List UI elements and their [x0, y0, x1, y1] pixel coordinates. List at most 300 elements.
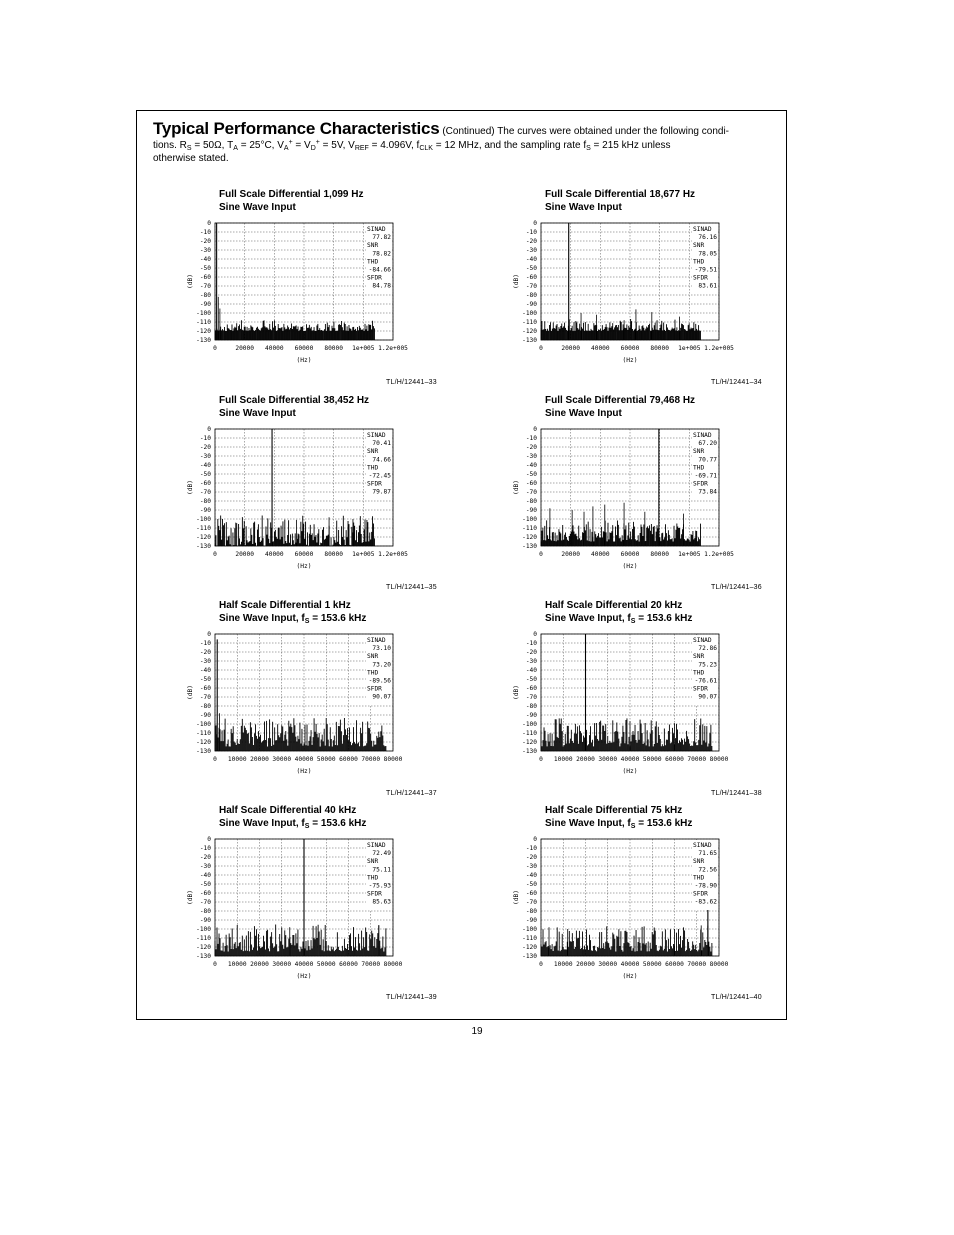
figure-ref: TL/H/12441–35	[386, 584, 437, 591]
legend-metric-value: -76.61	[694, 677, 717, 685]
legend-metric-value: -69.71	[694, 472, 717, 480]
x-axis-label: (Hz)	[622, 973, 638, 980]
x-axis-label: (Hz)	[296, 973, 312, 980]
x-tick-label: 50000	[642, 961, 662, 968]
chart-cell-4	[513, 394, 775, 594]
y-tick-label: -70	[525, 283, 537, 291]
x-tick-label: 60000	[339, 756, 358, 763]
x-tick-label: 40000	[265, 551, 284, 558]
y-tick-label: -80	[525, 908, 537, 916]
y-tick-label: -70	[199, 489, 211, 497]
y-tick-label: -130	[522, 953, 537, 961]
y-tick-label: -60	[525, 890, 537, 898]
chart-cell-2	[513, 188, 775, 388]
y-tick-label: -100	[522, 310, 537, 318]
x-tick-label: 40000	[620, 961, 640, 968]
legend-metric-value: -83.62	[694, 898, 717, 906]
x-tick-label: 1.2e+005	[704, 551, 734, 558]
spectrum-chart-6	[515, 624, 755, 784]
y-tick-label: -100	[522, 926, 537, 934]
legend-metric-value: -89.56	[368, 677, 391, 685]
y-tick-label: -10	[199, 435, 211, 443]
spectrum-chart-8	[515, 829, 755, 989]
y-axis-label: (dB)	[187, 685, 194, 700]
legend-metric-name: THD	[693, 464, 705, 472]
y-tick-label: -20	[199, 238, 211, 246]
y-tick-label: -90	[199, 917, 211, 925]
y-tick-label: -20	[525, 649, 537, 657]
y-tick-label: -120	[522, 328, 537, 336]
x-tick-label: 40000	[294, 756, 314, 763]
x-tick-label: 1e+005	[352, 345, 375, 352]
legend-metric-value: 76.16	[698, 234, 717, 242]
y-tick-label: -90	[199, 507, 211, 515]
y-tick-label: -30	[525, 247, 537, 255]
y-tick-label: -60	[199, 274, 211, 282]
legend-metric-name: THD	[693, 258, 705, 266]
y-tick-label: -110	[522, 730, 537, 738]
x-tick-label: 20000	[235, 345, 254, 352]
y-tick-label: -60	[199, 480, 211, 488]
legend-metric-value: 70.41	[372, 440, 391, 448]
y-tick-label: -130	[522, 748, 537, 756]
y-tick-label: -20	[199, 854, 211, 862]
y-tick-label: -50	[199, 676, 211, 684]
x-tick-label: 10000	[227, 756, 247, 763]
section-title: Typical Performance Characteristics	[153, 119, 440, 138]
spectrum-chart-4	[515, 419, 755, 579]
y-tick-label: -130	[196, 337, 211, 345]
x-axis-label: (Hz)	[622, 357, 638, 364]
x-axis-label: (Hz)	[622, 563, 638, 570]
legend-metric-name: SINAD	[693, 842, 712, 849]
x-tick-label: 70000	[361, 961, 381, 968]
spectrum-chart-1	[189, 213, 429, 373]
legend-metric-name: THD	[367, 874, 379, 882]
legend-metric-name: SINAD	[367, 226, 386, 233]
y-tick-label: 0	[207, 631, 211, 639]
legend-metric-name: THD	[367, 258, 379, 266]
y-tick-label: -20	[199, 444, 211, 452]
noise-floor-bars	[215, 320, 374, 340]
x-tick-label: 20000	[576, 961, 595, 968]
y-tick-label: -120	[522, 534, 537, 542]
y-tick-label: -50	[525, 471, 537, 479]
legend-metric-name: THD	[367, 464, 379, 472]
y-tick-label: -70	[199, 283, 211, 291]
y-tick-label: -90	[199, 301, 211, 309]
y-tick-label: -110	[196, 525, 211, 533]
x-tick-label: 20000	[576, 756, 595, 763]
y-tick-label: -90	[525, 507, 537, 515]
y-tick-label: -30	[525, 658, 537, 666]
chart-cell-3	[187, 394, 449, 594]
y-tick-label: -10	[199, 640, 211, 648]
y-tick-label: -80	[525, 498, 537, 506]
x-tick-label: 1e+005	[678, 551, 701, 558]
legend-metric-value: 72.56	[698, 866, 717, 874]
x-tick-label: 60000	[620, 345, 640, 352]
x-tick-label: 0	[539, 756, 543, 763]
legend-metric-name: SNR	[367, 448, 379, 456]
y-tick-label: -30	[525, 453, 537, 461]
legend-metric-value: -72.45	[368, 472, 391, 480]
y-tick-label: 0	[533, 836, 537, 844]
y-tick-label: -80	[199, 908, 211, 916]
page-heading	[153, 119, 773, 166]
x-tick-label: 20000	[250, 961, 269, 968]
legend-metric-name: SNR	[693, 242, 705, 250]
x-tick-label: 20000	[561, 345, 580, 352]
legend-metric-name: SINAD	[367, 432, 386, 439]
y-tick-label: -10	[525, 229, 537, 237]
x-tick-label: 60000	[294, 345, 314, 352]
y-tick-label: -60	[525, 274, 537, 282]
y-tick-label: -70	[525, 694, 537, 702]
y-tick-label: -20	[525, 854, 537, 862]
y-tick-label: -80	[199, 498, 211, 506]
chart-title: Half Scale Differential 20 kHz Sine Wave Input, $f_S = 153.6$ kHz	[545, 600, 693, 625]
legend-metric-value: 73.10	[372, 645, 391, 653]
y-tick-label: -40	[199, 256, 211, 264]
y-axis-label: (dB)	[187, 274, 194, 289]
y-tick-label: -50	[199, 471, 211, 479]
y-tick-label: -100	[522, 516, 537, 524]
legend-metric-name: SNR	[367, 242, 379, 250]
legend-metric-value: 78.05	[698, 250, 717, 258]
y-tick-label: -50	[525, 265, 537, 273]
legend-metric-name: SFDR	[693, 274, 708, 282]
legend-metric-value: 79.87	[372, 488, 391, 496]
x-tick-label: 80000	[650, 551, 669, 558]
x-tick-label: 0	[213, 756, 217, 763]
y-tick-label: -50	[199, 881, 211, 889]
x-tick-label: 30000	[598, 756, 618, 763]
legend-metric-name: SINAD	[367, 842, 386, 849]
legend-metric-name: SFDR	[367, 274, 382, 282]
spectrum-chart-3	[189, 419, 429, 579]
legend-metric-value: 77.82	[372, 234, 391, 242]
y-tick-label: -70	[199, 694, 211, 702]
y-tick-label: -100	[196, 721, 211, 729]
x-tick-label: 0	[213, 551, 217, 558]
y-tick-label: -10	[525, 435, 537, 443]
y-tick-label: -120	[196, 534, 211, 542]
x-tick-label: 80000	[324, 345, 343, 352]
x-tick-label: 1e+005	[678, 345, 701, 352]
x-tick-label: 80000	[650, 345, 669, 352]
legend-metric-name: THD	[693, 669, 705, 677]
y-tick-label: -40	[525, 872, 537, 880]
y-tick-label: -80	[525, 292, 537, 300]
y-tick-label: -10	[199, 845, 211, 853]
x-tick-label: 20000	[250, 756, 269, 763]
legend-metric-value: 73.84	[698, 488, 717, 496]
x-tick-label: 30000	[598, 961, 618, 968]
y-tick-label: -80	[525, 703, 537, 711]
figure-ref: TL/H/12441–40	[711, 994, 762, 1001]
legend-metric-value: 71.65	[698, 850, 717, 858]
figure-ref: TL/H/12441–33	[386, 379, 437, 386]
y-tick-label: -90	[525, 301, 537, 309]
y-tick-label: -110	[196, 730, 211, 738]
conditions-line-3: otherwise stated.	[153, 153, 229, 164]
y-tick-label: -50	[199, 265, 211, 273]
y-tick-label: 0	[207, 836, 211, 844]
chart-cell-7	[187, 804, 449, 1004]
y-tick-label: -100	[522, 721, 537, 729]
legend-metric-name: SNR	[693, 858, 705, 866]
y-tick-label: -70	[525, 489, 537, 497]
x-tick-label: 10000	[553, 756, 573, 763]
y-tick-label: -100	[196, 310, 211, 318]
y-tick-label: -10	[525, 845, 537, 853]
x-tick-label: 40000	[265, 345, 284, 352]
y-tick-label: -80	[199, 292, 211, 300]
y-tick-label: -120	[196, 739, 211, 747]
y-tick-label: -90	[199, 712, 211, 720]
legend-metric-value: 78.82	[372, 250, 391, 258]
y-tick-label: -40	[199, 667, 211, 675]
y-tick-label: -100	[196, 926, 211, 934]
x-tick-label: 40000	[591, 551, 610, 558]
legend-metric-name: SNR	[367, 858, 379, 866]
conditions-line-2: tions. $R_S = 50\Omega$, $T_A = 25^\circ C$, $V_A^+ = V_D^+ = 5V$, $V_{REF} = 4.096V$, $f_{CLK} = 12$ MHz, and the sampling rate $f_S = 215$ kHz unless	[153, 138, 671, 152]
legend-metric-value: -78.90	[694, 882, 717, 890]
y-tick-label: -40	[525, 462, 537, 470]
legend-metric-value: 83.61	[698, 282, 717, 290]
legend-metric-value: -79.51	[694, 266, 717, 274]
legend-metric-value: 75.23	[698, 661, 717, 669]
y-axis-label: (dB)	[187, 890, 194, 905]
y-axis-label: (dB)	[187, 480, 194, 495]
y-tick-label: -70	[525, 899, 537, 907]
legend-metric-name: SINAD	[693, 432, 712, 439]
chart-title: Half Scale Differential 40 kHz Sine Wave Input, $f_S = 153.6$ kHz	[219, 805, 367, 830]
x-tick-label: 40000	[294, 961, 314, 968]
y-tick-label: 0	[533, 220, 537, 228]
x-tick-label: 70000	[361, 756, 381, 763]
legend-metric-name: SFDR	[367, 480, 382, 488]
x-axis-label: (Hz)	[622, 768, 638, 775]
y-tick-label: -10	[199, 229, 211, 237]
x-tick-label: 50000	[316, 961, 336, 968]
x-tick-label: 0	[213, 345, 217, 352]
y-tick-label: -90	[525, 712, 537, 720]
x-tick-label: 10000	[227, 961, 247, 968]
y-tick-label: -30	[199, 247, 211, 255]
legend-metric-name: SINAD	[367, 637, 386, 644]
y-tick-label: 0	[207, 220, 211, 228]
x-axis-label: (Hz)	[296, 563, 312, 570]
legend-metric-value: 85.63	[372, 898, 391, 906]
y-tick-label: -20	[199, 649, 211, 657]
x-tick-label: 1.2e+005	[378, 551, 408, 558]
legend-metric-value: 90.07	[372, 693, 391, 701]
legend-metric-value: 73.20	[372, 661, 391, 669]
y-tick-label: -60	[525, 685, 537, 693]
figure-ref: TL/H/12441–36	[711, 584, 762, 591]
y-tick-label: 0	[533, 426, 537, 434]
noise-floor-bars	[215, 925, 386, 956]
legend-metric-value: 70.77	[698, 456, 717, 464]
continued-note: (Continued)	[442, 126, 495, 137]
legend-metric-value: 90.07	[698, 693, 717, 701]
x-tick-label: 20000	[235, 551, 254, 558]
y-tick-label: -60	[525, 480, 537, 488]
chart-title: Full Scale Differential 38,452 Hz Sine Wave Input	[219, 395, 370, 419]
legend-metric-name: SFDR	[693, 480, 708, 488]
chart-cell-5	[187, 599, 449, 799]
y-axis-label: (dB)	[513, 685, 520, 700]
x-tick-label: 80000	[709, 756, 729, 763]
y-axis-label: (dB)	[513, 274, 520, 289]
x-tick-label: 80000	[383, 756, 403, 763]
x-tick-label: 60000	[620, 551, 640, 558]
y-tick-label: -100	[196, 516, 211, 524]
x-tick-label: 0	[539, 551, 543, 558]
conditions-line-1: The curves were obtained under the following condi-	[497, 126, 730, 137]
noise-floor-bars	[541, 926, 712, 956]
y-tick-label: -10	[525, 640, 537, 648]
x-tick-label: 1.2e+005	[378, 345, 408, 352]
x-tick-label: 40000	[591, 345, 610, 352]
y-tick-label: -110	[522, 525, 537, 533]
figure-ref: TL/H/12441–34	[711, 379, 762, 386]
x-tick-label: 10000	[553, 961, 573, 968]
y-tick-label: -120	[196, 944, 211, 952]
y-tick-label: -30	[199, 453, 211, 461]
x-tick-label: 30000	[272, 961, 292, 968]
legend-metric-name: THD	[367, 669, 379, 677]
y-tick-label: -40	[199, 462, 211, 470]
y-tick-label: -130	[196, 953, 211, 961]
x-tick-label: 50000	[316, 756, 336, 763]
page-number: 19	[471, 1026, 483, 1037]
y-tick-label: -120	[522, 944, 537, 952]
legend-metric-value: -75.93	[368, 882, 391, 890]
x-tick-label: 60000	[665, 756, 684, 763]
y-tick-label: -50	[525, 676, 537, 684]
y-tick-label: -30	[525, 863, 537, 871]
y-tick-label: -60	[199, 685, 211, 693]
chart-cell-1	[187, 188, 449, 388]
y-axis-label: (dB)	[513, 480, 520, 495]
noise-floor-bars	[541, 718, 712, 751]
y-tick-label: -50	[525, 881, 537, 889]
legend-metric-name: SNR	[693, 653, 705, 661]
y-tick-label: -110	[522, 935, 537, 943]
legend-metric-name: SINAD	[693, 637, 712, 644]
y-tick-label: -20	[525, 238, 537, 246]
legend-metric-name: SFDR	[367, 890, 382, 898]
y-tick-label: -130	[522, 543, 537, 551]
legend-metric-name: THD	[693, 874, 705, 882]
y-tick-label: -40	[525, 667, 537, 675]
legend-metric-name: SNR	[367, 653, 379, 661]
x-tick-label: 80000	[324, 551, 343, 558]
y-tick-label: -60	[199, 890, 211, 898]
x-axis-label: (Hz)	[296, 357, 312, 364]
y-tick-label: -20	[525, 444, 537, 452]
legend-metric-name: SFDR	[693, 685, 708, 693]
x-tick-label: 0	[539, 345, 543, 352]
x-tick-label: 60000	[339, 961, 358, 968]
y-tick-label: -70	[199, 899, 211, 907]
x-tick-label: 0	[539, 961, 543, 968]
noise-floor-bars	[215, 515, 374, 546]
spectrum-chart-2	[515, 213, 755, 373]
chart-title: Full Scale Differential 79,468 Hz Sine Wave Input	[545, 395, 696, 419]
figure-ref: TL/H/12441–39	[386, 994, 437, 1001]
x-tick-label: 70000	[687, 756, 707, 763]
x-tick-label: 50000	[642, 756, 662, 763]
chart-cell-6	[513, 599, 775, 799]
legend-metric-value: 72.86	[698, 645, 717, 653]
y-tick-label: -130	[196, 543, 211, 551]
y-tick-label: -40	[525, 256, 537, 264]
y-tick-label: 0	[207, 426, 211, 434]
x-tick-label: 60000	[665, 961, 684, 968]
x-axis-label: (Hz)	[296, 768, 312, 775]
chart-cell-8	[513, 804, 775, 1004]
x-tick-label: 40000	[620, 756, 640, 763]
y-tick-label: -110	[522, 319, 537, 327]
y-tick-label: -90	[525, 917, 537, 925]
y-tick-label: -30	[199, 658, 211, 666]
legend-metric-value: 75.11	[372, 866, 391, 874]
y-tick-label: -110	[196, 319, 211, 327]
legend-metric-name: SFDR	[693, 890, 708, 898]
legend-metric-value: -84.66	[368, 266, 391, 274]
figure-ref: TL/H/12441–37	[386, 790, 437, 797]
x-tick-label: 1.2e+005	[704, 345, 734, 352]
legend-metric-name: SINAD	[693, 226, 712, 233]
legend-metric-name: SFDR	[367, 685, 382, 693]
y-tick-label: -130	[196, 748, 211, 756]
x-tick-label: 80000	[383, 961, 403, 968]
x-tick-label: 30000	[272, 756, 292, 763]
y-tick-label: -40	[199, 872, 211, 880]
spectrum-chart-7	[189, 829, 429, 989]
x-tick-label: 80000	[709, 961, 729, 968]
figure-ref: TL/H/12441–38	[711, 790, 762, 797]
x-tick-label: 0	[213, 961, 217, 968]
legend-metric-value: 72.49	[372, 850, 391, 858]
x-tick-label: 60000	[294, 551, 314, 558]
legend-metric-value: 74.66	[372, 456, 391, 464]
noise-floor-bars	[215, 718, 386, 751]
chart-title: Half Scale Differential 75 kHz Sine Wave Input, $f_S = 153.6$ kHz	[545, 805, 693, 830]
y-tick-label: -120	[196, 328, 211, 336]
y-tick-label: -30	[199, 863, 211, 871]
chart-title: Half Scale Differential 1 kHz Sine Wave Input, $f_S = 153.6$ kHz	[219, 600, 367, 625]
spectrum-chart-5	[189, 624, 429, 784]
legend-metric-value: 84.78	[372, 282, 391, 290]
y-tick-label: -130	[522, 337, 537, 345]
y-tick-label: 0	[533, 631, 537, 639]
y-tick-label: -110	[196, 935, 211, 943]
noise-floor-bars	[541, 520, 700, 546]
y-axis-label: (dB)	[513, 890, 520, 905]
legend-metric-name: SNR	[693, 448, 705, 456]
x-tick-label: 70000	[687, 961, 707, 968]
chart-title: Full Scale Differential 18,677 Hz Sine Wave Input	[545, 189, 696, 213]
y-tick-label: -80	[199, 703, 211, 711]
x-tick-label: 20000	[561, 551, 580, 558]
y-tick-label: -120	[522, 739, 537, 747]
legend-metric-value: 67.20	[698, 440, 717, 448]
